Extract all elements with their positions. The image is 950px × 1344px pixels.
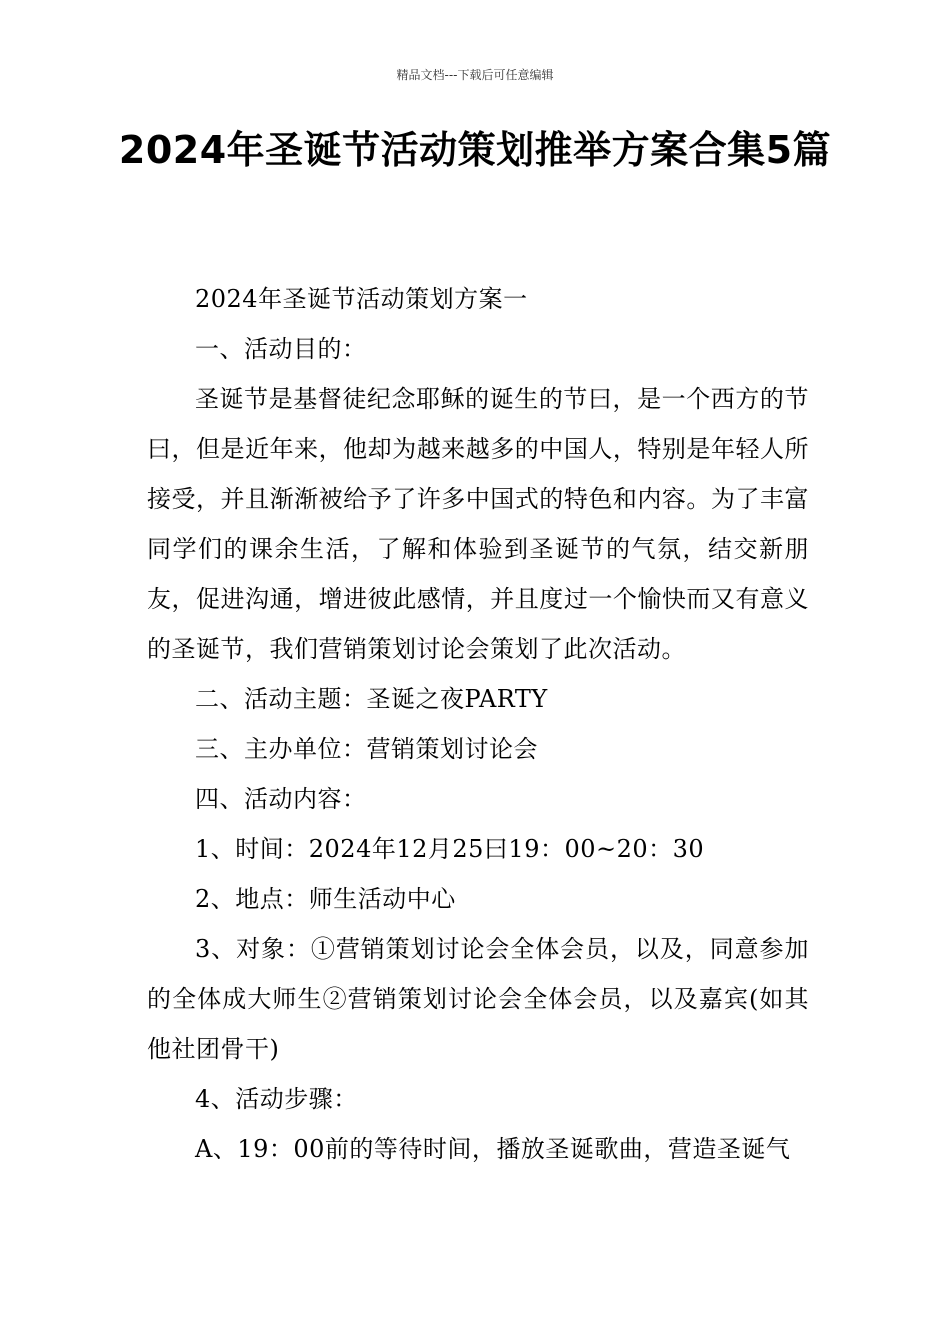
page-header: 精品文档---下载后可任意编辑 [396, 68, 554, 82]
list-item-step-a: A、19：00前的等待时间，播放圣诞歌曲，营造圣诞气 [195, 1135, 791, 1163]
section-heading-theme: 二、活动主题：圣诞之夜PARTY [195, 685, 548, 713]
list-item-time: 1、时间：2024年12月25曰19：00~20：30 [195, 835, 705, 863]
section-heading-plan-one: 2024年圣诞节活动策划方案一 [195, 285, 528, 313]
section-heading-purpose: 一、活动目的： [195, 335, 367, 363]
document-body [147, 274, 809, 1174]
document-title: 2024年圣诞节活动策划推举方案合集5篇 [118, 128, 832, 172]
paragraph-purpose: 圣诞节是基督徒纪念耶稣的诞生的节曰，是一个西方的节曰，但是近年来，他却为越来越多的中国人，特别是年轻人所接受，并且渐渐被给予了许多中国式的特色和内容。为了丰富同学们的课余生活，了解和体验到圣诞节的气氛，结交新朋友，促进沟通，增进彼此感情，并且度过一个愉快而又有意义的圣诞节，我们营销策划讨论会策划了此次活动。 [147, 385, 809, 663]
list-item-audience: 3、对象：①营销策划讨论会全体会员，以及，同意参加的全体成大师生②营销策划讨论会全体会员，以及嘉宾(如其他社团骨干) [147, 935, 809, 1063]
section-heading-organizer: 三、主办单位：营销策划讨论会 [195, 735, 538, 763]
list-item-steps: 4、活动步骤： [195, 1085, 358, 1113]
list-item-location: 2、地点：师生活动中心 [195, 885, 456, 913]
section-heading-content: 四、活动内容： [195, 785, 367, 813]
